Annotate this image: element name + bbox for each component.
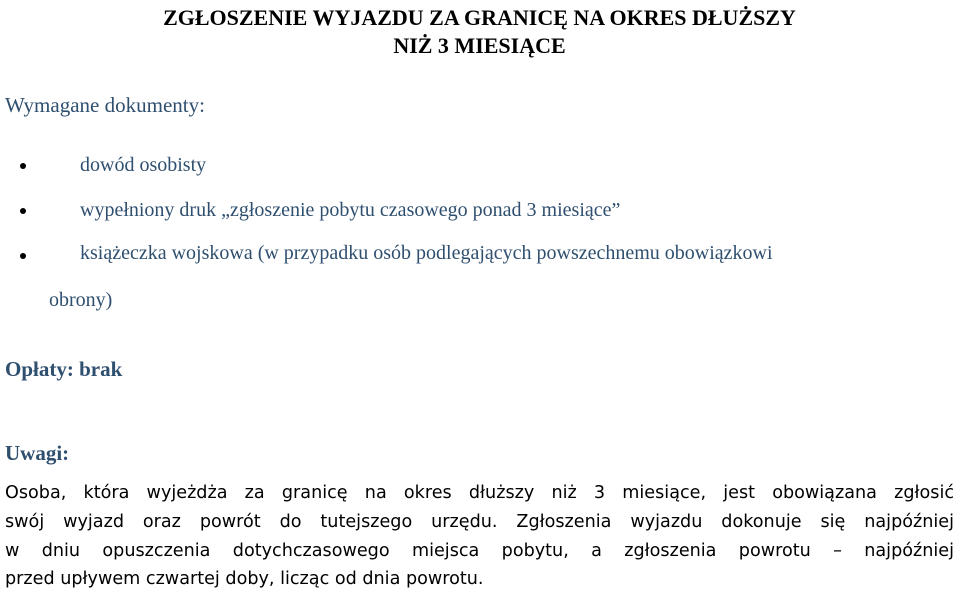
notes-line: przed upływem czwartej doby, licząc od dnia powrotu. — [5, 569, 484, 589]
notes-line: swój wyjazd oraz powrót do tutejszego urzędu. Zgłoszenia wyjazdu dokonuje się najpóźniej — [5, 512, 954, 532]
list-item-text: książeczka wojskowa (w przypadku osób podlegających powszechnemu obowiązkowi — [80, 242, 773, 264]
list-item-text: wypełniony druk „zgłoszenie pobytu czasowego ponad 3 miesiące” — [80, 199, 621, 221]
bullet-icon — [20, 253, 26, 259]
list-item-text-continuation: obrony) — [49, 289, 113, 311]
required-documents-heading: Wymagane dokumenty: — [5, 93, 205, 117]
bullet-icon — [20, 208, 26, 214]
notes-heading: Uwagi: — [5, 441, 70, 465]
notes-line: w dniu opuszczenia dotychczasowego miejsca pobytu, a zgłoszenia powrotu – najpóźniej — [5, 541, 954, 561]
document-title-line-2: NIŻ 3 MIESIĄCE — [393, 33, 566, 58]
fees-label: Opłaty: brak — [5, 357, 123, 381]
document-title-line-1: ZGŁOSZENIE WYJAZDU ZA GRANICĘ NA OKRES DŁUŻSZY — [163, 5, 796, 30]
list-item-text: dowód osobisty — [80, 154, 207, 176]
bullet-icon — [20, 163, 26, 169]
notes-line: Osoba, która wyjeżdża za granicę na okres dłuższy niż 3 miesiące, jest obowiązana zgłosić — [5, 483, 954, 503]
